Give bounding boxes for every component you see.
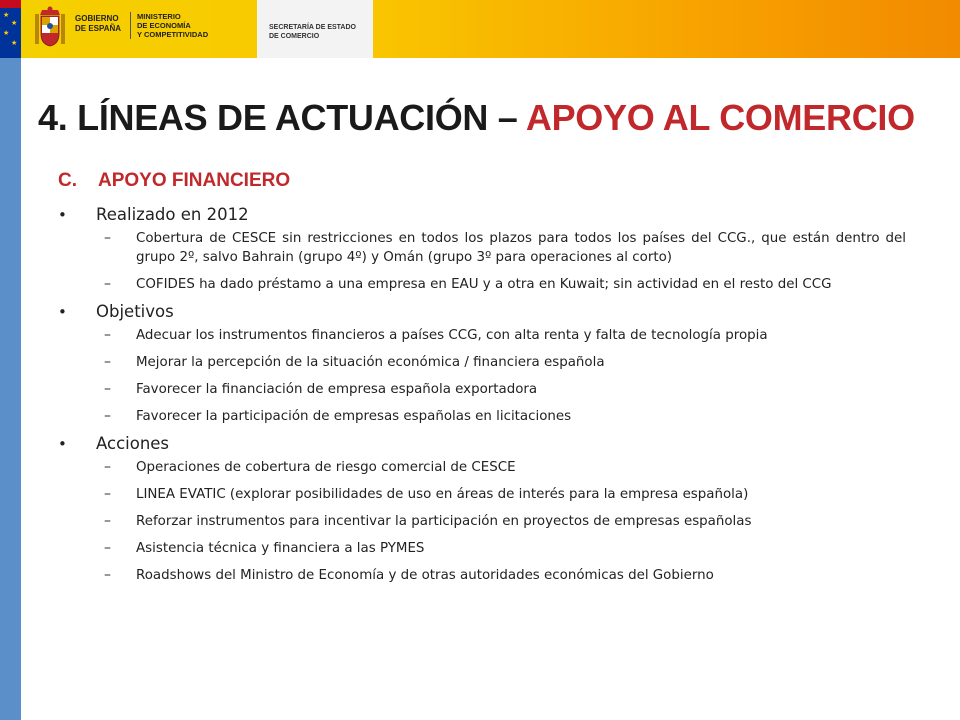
sub-item (104, 353, 906, 372)
dash-icon: – (104, 327, 111, 343)
dash-icon: – (104, 276, 111, 292)
bullet-icon: • (58, 303, 67, 321)
sub-item-text: Reforzar instrumentos para incentivar la participación en proyectos de empresas españolas (136, 514, 752, 529)
sub-item (104, 275, 906, 294)
dash-icon: – (104, 540, 111, 556)
left-accent-bar (0, 0, 21, 720)
ministry-name: MINISTERIO DE ECONOMÍA Y COMPETITIVIDAD (130, 12, 208, 39)
dash-icon: – (104, 459, 111, 475)
sub-item-text: Mejorar la percepción de la situación económica / financiera española (136, 355, 605, 370)
sub-item (104, 407, 906, 426)
sub-item-text: Adecuar los instrumentos financieros a países CCG, con alta renta y falta de tecnología propia (136, 328, 768, 343)
slide-title (38, 97, 915, 139)
sub-item-text: LINEA EVATIC (explorar posibilidades de uso en áreas de interés para la empresa española) (136, 487, 749, 502)
bullet-icon: • (58, 435, 67, 453)
sub-item-text: Operaciones de cobertura de riesgo comercial de CESCE (136, 460, 516, 475)
sub-item (104, 539, 906, 558)
bullet-item (58, 434, 906, 453)
section-heading (58, 170, 906, 192)
secretariat-box (257, 0, 373, 58)
star-icon: ★ (3, 29, 10, 37)
sub-item-text: COFIDES ha dado préstamo a una empresa en EAU y a otra en Kuwait; sin actividad en el resto del CCG (136, 277, 832, 292)
sub-item (104, 326, 906, 345)
star-icon: ★ (11, 39, 18, 47)
dash-icon: – (104, 486, 111, 502)
sub-item (104, 458, 906, 477)
title-accent: APOYO AL COMERCIO (525, 97, 915, 138)
dash-icon: – (104, 567, 111, 583)
bullet-group (58, 205, 906, 294)
government-name: GOBIERNO DE ESPAÑA (75, 14, 122, 33)
sub-item-text: Favorecer la participación de empresas españolas en licitaciones (136, 409, 572, 424)
bullet-label: Acciones (96, 434, 170, 453)
sub-item-text: Cobertura de CESCE sin restricciones en todos los plazos para todos los países del CCG., que están dentro del grupo 2º, salvo Bahrain (grupo 4º) y Omán (grupo 3º para operaciones al corto) (136, 231, 906, 265)
bullet-group (58, 434, 906, 585)
sub-item-text: Roadshows del Ministro de Economía y de otras autoridades económicas del Gobierno (136, 568, 714, 583)
title-prefix: 4. LÍNEAS DE ACTUACIÓN – (38, 97, 526, 138)
dash-icon: – (104, 408, 111, 424)
bullet-item (58, 302, 906, 321)
bullet-label: Realizado en 2012 (96, 205, 249, 224)
sub-item-text: Asistencia técnica y financiera a las PYMES (136, 541, 425, 556)
slide-body (58, 170, 906, 593)
sub-item (104, 485, 906, 504)
section-letter: C. (58, 170, 77, 191)
dash-icon: – (104, 513, 111, 529)
star-icon: ★ (11, 19, 18, 27)
bullet-icon: • (58, 206, 67, 224)
bullet-group (58, 302, 906, 426)
coat-of-arms-icon (33, 6, 67, 50)
bullet-item (58, 205, 906, 224)
eu-flag-strip (0, 0, 21, 58)
government-logo (21, 0, 255, 58)
star-icon: ★ (3, 11, 10, 19)
sub-item (104, 380, 906, 399)
dash-icon: – (104, 230, 111, 246)
dash-icon: – (104, 381, 111, 397)
header-banner (21, 0, 960, 58)
sub-item (104, 229, 906, 267)
secretariat-name: SECRETARÍA DE ESTADO DE COMERCIO (269, 24, 356, 40)
bullet-label: Objetivos (96, 302, 174, 321)
dash-icon: – (104, 354, 111, 370)
section-label: APOYO FINANCIERO (98, 170, 291, 191)
sub-item-text: Favorecer la financiación de empresa española exportadora (136, 382, 538, 397)
sub-item (104, 512, 906, 531)
sub-item (104, 566, 906, 585)
